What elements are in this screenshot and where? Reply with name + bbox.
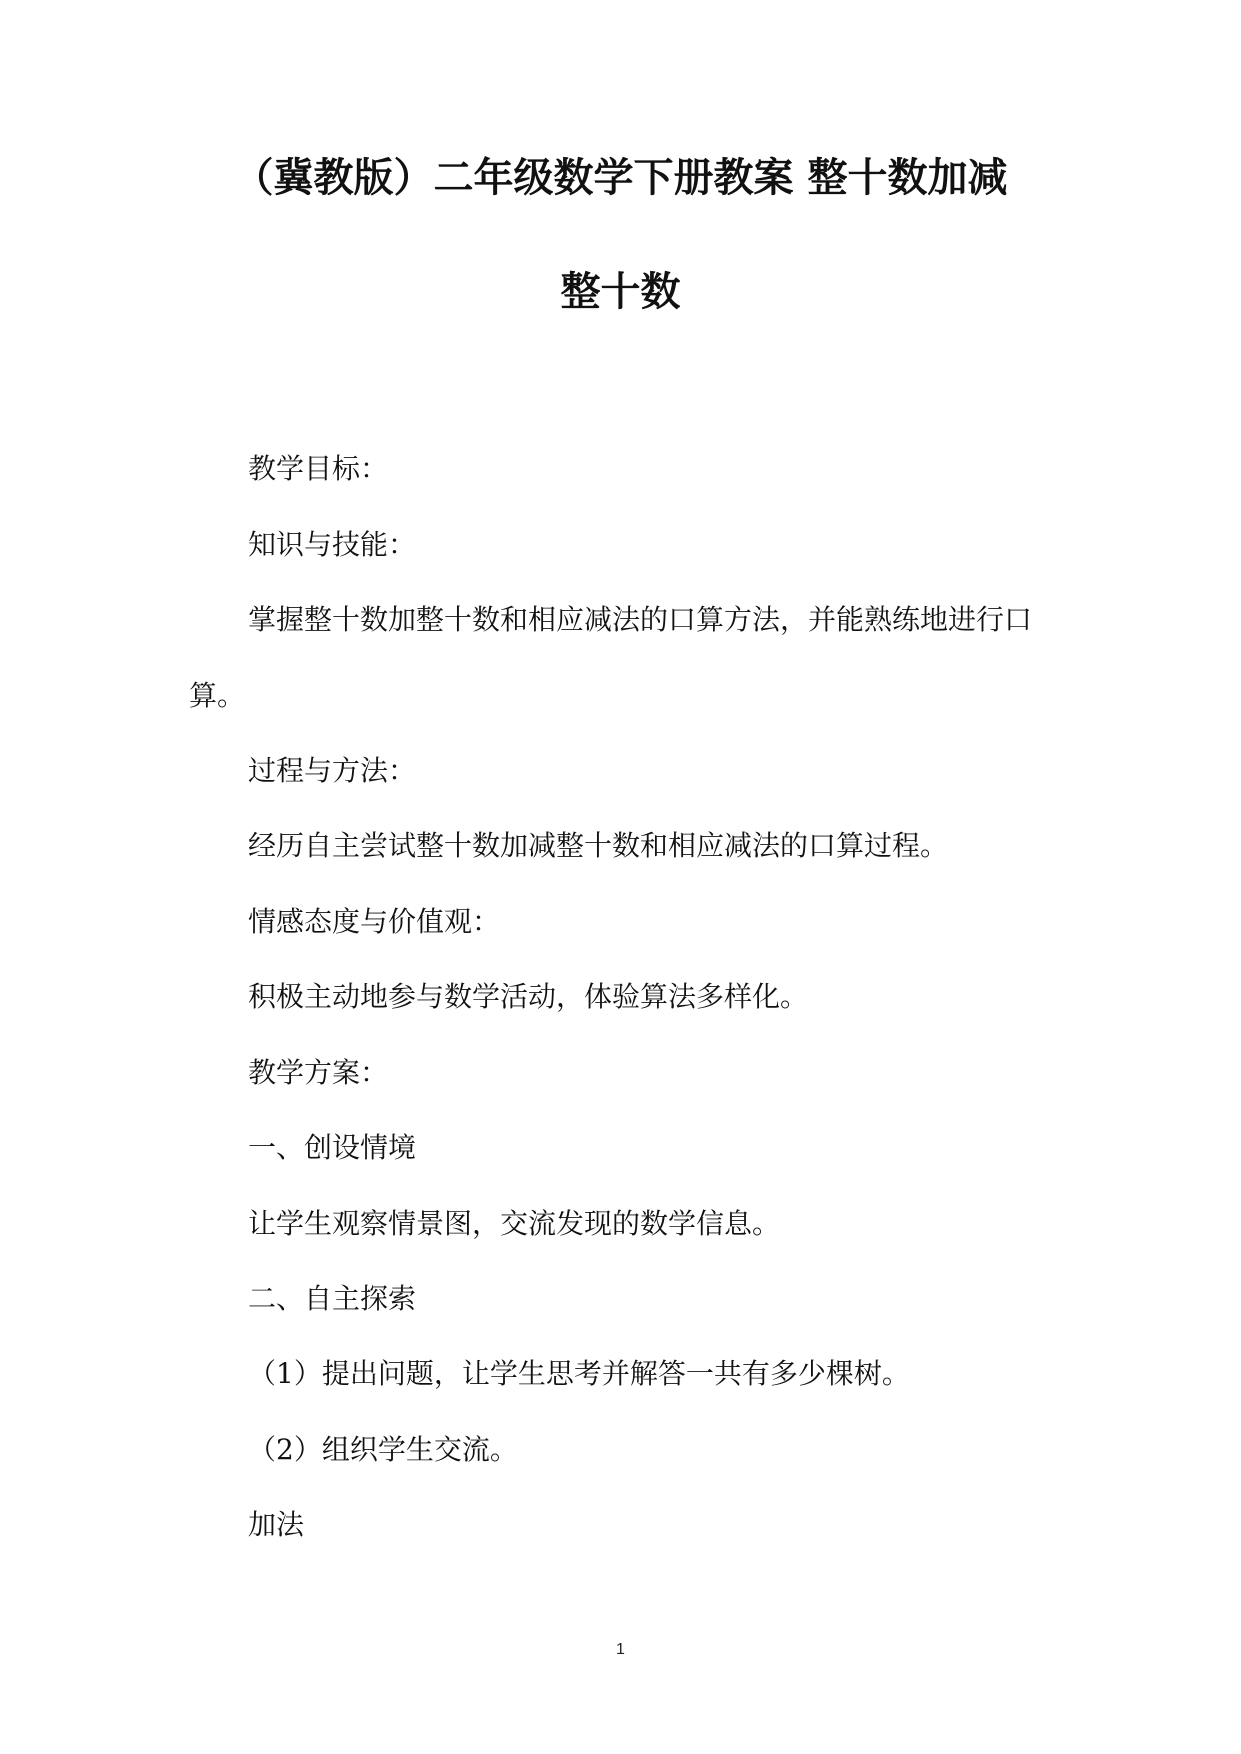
- paragraph-scenario-detail: 让学生观察情景图，交流发现的数学信息。: [248, 1207, 781, 1240]
- paragraph-teaching-goals: 教学目标：: [248, 452, 389, 485]
- paragraph-knowledge-skills: 知识与技能：: [248, 528, 417, 561]
- section-heading-create-scenario: 一、创设情境: [248, 1131, 417, 1164]
- paragraph-skills-detail: 掌握整十数加整十数和相应减法的口算方法，并能熟练地进行口: [248, 603, 1033, 636]
- paragraph-attitude-values: 情感态度与价值观：: [248, 905, 501, 938]
- document-title-line-2: 整十数: [560, 269, 681, 315]
- paragraph-addition: 加法: [248, 1508, 305, 1541]
- paragraph-process-detail: 经历自主尝试整十数加减整十数和相应减法的口算过程。: [248, 829, 949, 862]
- paragraph-process-methods: 过程与方法：: [248, 754, 417, 787]
- paragraph-attitude-detail: 积极主动地参与数学活动，体验算法多样化。: [248, 980, 809, 1013]
- list-item-step-2: （2）组织学生交流。: [248, 1433, 518, 1466]
- section-heading-self-exploration: 二、自主探索: [248, 1282, 417, 1315]
- document-title-line-1: （冀教版）二年级数学下册教案 整十数加减: [233, 155, 1008, 201]
- page-number: 1: [616, 1641, 625, 1658]
- paragraph-teaching-plan: 教学方案：: [248, 1056, 389, 1089]
- list-item-step-1: （1）提出问题，让学生思考并解答一共有多少棵树。: [248, 1357, 910, 1390]
- paragraph-skills-detail-continued: 算。: [189, 679, 246, 712]
